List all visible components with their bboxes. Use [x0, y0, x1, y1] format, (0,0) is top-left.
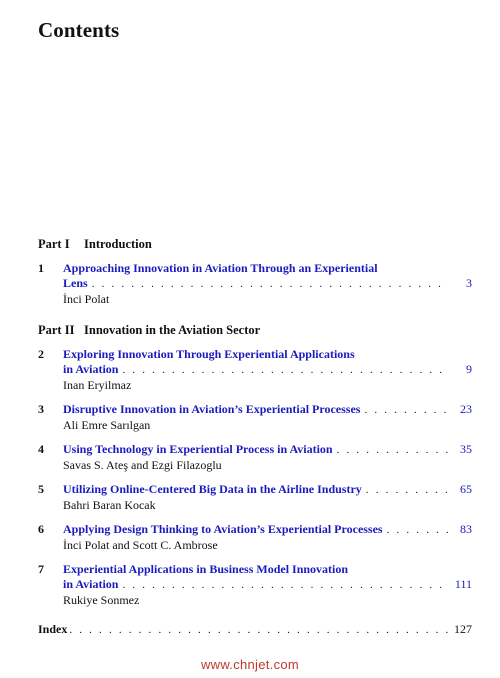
page-number[interactable]: 83 [460, 522, 472, 536]
chapter-authors: Bahri Baran Kocak [63, 498, 156, 512]
toc-entry-3[interactable] [38, 402, 472, 433]
dot-leader [92, 277, 448, 292]
toc-entry-7[interactable] [38, 562, 472, 608]
chapter-authors: Inan Eryilmaz [63, 378, 132, 392]
chapter-authors: İnci Polat and Scott C. Ambrose [63, 538, 218, 552]
page-number[interactable]: 3 [466, 276, 472, 290]
chapter-number: 6 [38, 522, 44, 536]
chapter-title-line[interactable]: in Aviation [63, 577, 119, 591]
dot-leader [122, 578, 448, 593]
chapter-authors: İnci Polat [63, 292, 110, 306]
dot-leader [69, 623, 448, 638]
table-of-contents [38, 236, 472, 638]
dot-leader [387, 523, 448, 538]
part-title: Introduction [84, 237, 152, 251]
page-number[interactable]: 111 [454, 577, 472, 591]
part-heading [38, 236, 472, 252]
page-number[interactable]: 127 [454, 622, 472, 636]
toc-entry-index[interactable] [38, 622, 472, 638]
index-label[interactable]: Index [38, 622, 68, 636]
chapter-number: 5 [38, 482, 44, 496]
chapter-number: 1 [38, 261, 44, 275]
toc-entry-4[interactable] [38, 442, 472, 473]
chapter-title-line[interactable]: Disruptive Innovation in Aviation’s Experiential Processes [63, 402, 361, 416]
toc-entry-5[interactable] [38, 482, 472, 513]
chapter-number: 4 [38, 442, 44, 456]
chapter-title-line[interactable]: Applying Design Thinking to Aviation’s Experiential Processes [63, 522, 383, 536]
part-title: Innovation in the Aviation Sector [84, 323, 261, 337]
dot-leader [364, 403, 448, 418]
part-number: Part II [38, 323, 75, 337]
chapter-number: 7 [38, 562, 44, 576]
chapter-authors: Rukiye Sonmez [63, 593, 140, 607]
page-number[interactable]: 65 [460, 482, 472, 496]
page-title: Contents [38, 18, 120, 42]
part-heading [38, 322, 472, 338]
page-number[interactable]: 35 [460, 442, 472, 456]
chapter-title-line[interactable]: Utilizing Online-Centered Big Data in the Airline Industry [63, 482, 362, 496]
chapter-title-line[interactable]: in Aviation [63, 362, 119, 376]
toc-entry-1[interactable] [38, 261, 472, 307]
chapter-title-line[interactable]: Experiential Applications in Business Model Innovation [63, 562, 349, 576]
page-number[interactable]: 9 [466, 362, 472, 376]
chapter-number: 2 [38, 347, 44, 361]
chapter-title-line[interactable]: Lens [63, 276, 88, 290]
toc-entry-2[interactable] [38, 347, 472, 393]
dot-leader [366, 483, 448, 498]
chapter-title-line[interactable]: Using Technology in Experiential Process in Aviation [63, 442, 333, 456]
toc-entry-6[interactable] [38, 522, 472, 553]
chapter-title-line[interactable]: Approaching Innovation in Aviation Through an Experiential [63, 261, 378, 275]
chapter-title-line[interactable]: Exploring Innovation Through Experiential Applications [63, 347, 355, 361]
chapter-authors: Savas S. Ateş and Ezgi Filazoglu [63, 458, 222, 472]
watermark: www.chnjet.com [200, 657, 300, 672]
page-number[interactable]: 23 [460, 402, 472, 416]
part-number: Part I [38, 237, 70, 251]
dot-leader [122, 363, 448, 378]
chapter-authors: Ali Emre Sarılgan [63, 418, 151, 432]
chapter-number: 3 [38, 402, 44, 416]
dot-leader [337, 443, 448, 458]
